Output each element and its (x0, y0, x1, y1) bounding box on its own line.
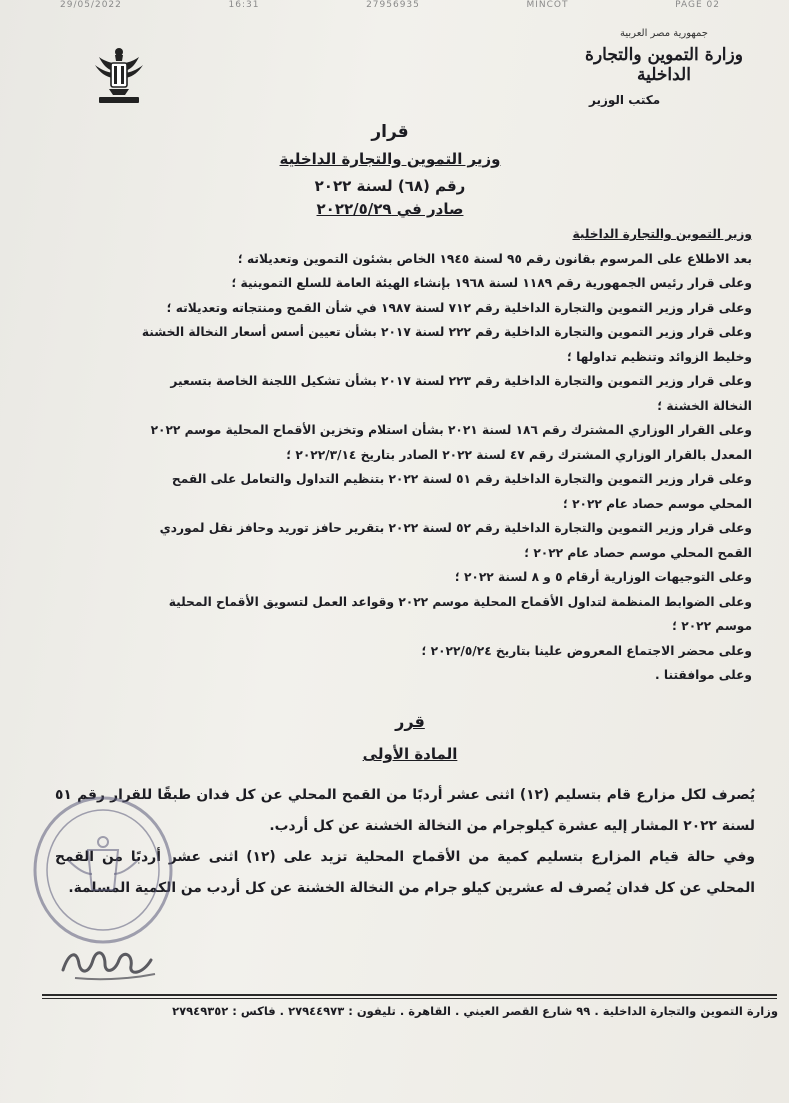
preamble (62, 222, 752, 688)
preamble-line: وعلى قرار وزير التموين والتجارة الداخلية رقم ٥٢ لسنة ٢٠٢٢ بتقرير حافز توريد وحافز نقل لموردي (159, 521, 752, 535)
preamble-line: وعلى محضر الاجتماع المعروض علينا بتاريخ ٢٠٢٢/٥/٢٤ ؛ (421, 643, 752, 658)
preamble-line: النخالة الخشنة ؛ (657, 398, 752, 413)
preamble-line: وعلى التوجيهات الوزارية أرقام ٥ و ٨ لسنة ٢٠٢٢ ؛ (454, 570, 752, 584)
decree-title: قرار (371, 122, 409, 142)
preamble-line: موسم ٢٠٢٢ ؛ (672, 619, 752, 633)
preamble-heading: وزير التموين والتجارة الداخلية (572, 227, 752, 241)
preamble-line: وعلى قرار رئيس الجمهورية رقم ١١٨٩ لسنة ١٩٦٨ بإنشاء الهيئة العامة للسلع التموينية ؛ (231, 276, 752, 290)
preamble-line: وخليط الزوائد وتنظيم تداولها ؛ (566, 349, 752, 364)
ministry-name: وزارة التموين والتجارة الداخلية (585, 45, 743, 85)
fax-page: PAGE 02 (675, 0, 720, 10)
issue-date: صادر في ٢٠٢٢/٥/٢٩ (316, 200, 464, 218)
preamble-line: وعلى القرار الوزاري المشترك رقم ١٨٦ لسنة ٢٠٢١ بشأن استلام وتخزين الأقماح المحلية موسم ٢٠٢٢ (150, 423, 752, 437)
country-name: جمهورية مصر العربية (620, 28, 708, 39)
preamble-line: وعلى الضوابط المنظمة لتداول الأقماح المحلية موسم ٢٠٢٢ وقواعد العمل لتسويق الأقماح المحلية (168, 594, 752, 609)
footer-divider (42, 994, 777, 996)
letterhead (559, 28, 769, 107)
official-stamp-icon (28, 790, 178, 950)
fax-number: 27956935 (366, 0, 420, 10)
preamble-line: بعد الاطلاع على المرسوم بقانون رقم ٩٥ لسنة ١٩٤٥ الخاص بشئون التموين وتعديلاته ؛ (237, 251, 752, 266)
fax-date: 29/05/2022 (60, 0, 122, 10)
decree-number: رقم (٦٨) لسنة ٢٠٢٢ (314, 177, 466, 195)
minister-title: وزير التموين والتجارة الداخلية (279, 150, 501, 168)
footer-address: وزارة التموين والتجارة الداخلية . ٩٩ شارع القصر العيني . القاهرة . تليفون : ٢٧٩٤٤٩٧٣ . فاكس : ٢٧٩٤٩٣٥٢ (172, 1004, 778, 1018)
signature-icon (55, 930, 165, 985)
preamble-line: وعلى موافقتنا . (655, 668, 752, 682)
article-paragraph: وفي حالة قيام المزارع بتسليم كمية من الأقماح المحلية تزيد على (١٢) اثنى عشر أردبًا من القمح المحلي عن كل فدان يُصرف له عشرين كيلو جرام من النخالة الخشنة عن كل أردب من الكمية المسلمة. (55, 849, 755, 896)
fax-header (60, 0, 720, 12)
footer-divider-thin (42, 998, 777, 999)
preamble-line: المعدل بالقرار الوزاري المشترك رقم ٤٧ لسنة ٢٠٢٢ الصادر بتاريخ ٢٠٢٢/٣/١٤ ؛ (286, 447, 752, 462)
eagle-emblem-icon (93, 45, 145, 107)
preamble-line: وعلى قرار وزير التموين والتجارة الداخلية رقم ٢٢٢ لسنة ٢٠١٧ بشأن تعيين أسس أسعار النخالة الخشنة (141, 325, 752, 339)
preamble-line: المحلي موسم حصاد عام ٢٠٢٢ ؛ (562, 496, 752, 511)
article-title: المادة الأولى (362, 745, 458, 763)
article-paragraph: يُصرف لكل مزارع قام بتسليم (١٢) اثنى عشر أردبًا من القمح المحلي عن كل فدان طبقًا للقرار رقم ٥١ لسنة ٢٠٢٢ المشار إليه عشرة كيلوجرام من النخالة الخشنة عن كل أردب. (55, 787, 755, 834)
fax-sender: MINCOT (526, 0, 569, 10)
fax-time: 16:31 (228, 0, 260, 10)
preamble-line: وعلى قرار وزير التموين والتجارة الداخلية رقم ٥١ لسنة ٢٠٢٢ بتنظيم التداول والتعامل على القمح (171, 472, 752, 486)
preamble-line: وعلى قرار وزير التموين والتجارة الداخلية رقم ٢٢٣ لسنة ٢٠١٧ بشأن تشكيل اللجنة الخاصة بتسعير (170, 374, 752, 388)
preamble-line: وعلى قرار وزير التموين والتجارة الداخلية رقم ٧١٢ لسنة ١٩٨٧ في شأن القمح ومنتجاته وتعديلاته ؛ (166, 300, 752, 315)
decision-heading: قرر (395, 712, 425, 731)
office-name: مكتب الوزير (589, 93, 661, 107)
preamble-line: القمح المحلي موسم حصاد عام ٢٠٢٢ ؛ (524, 545, 752, 560)
